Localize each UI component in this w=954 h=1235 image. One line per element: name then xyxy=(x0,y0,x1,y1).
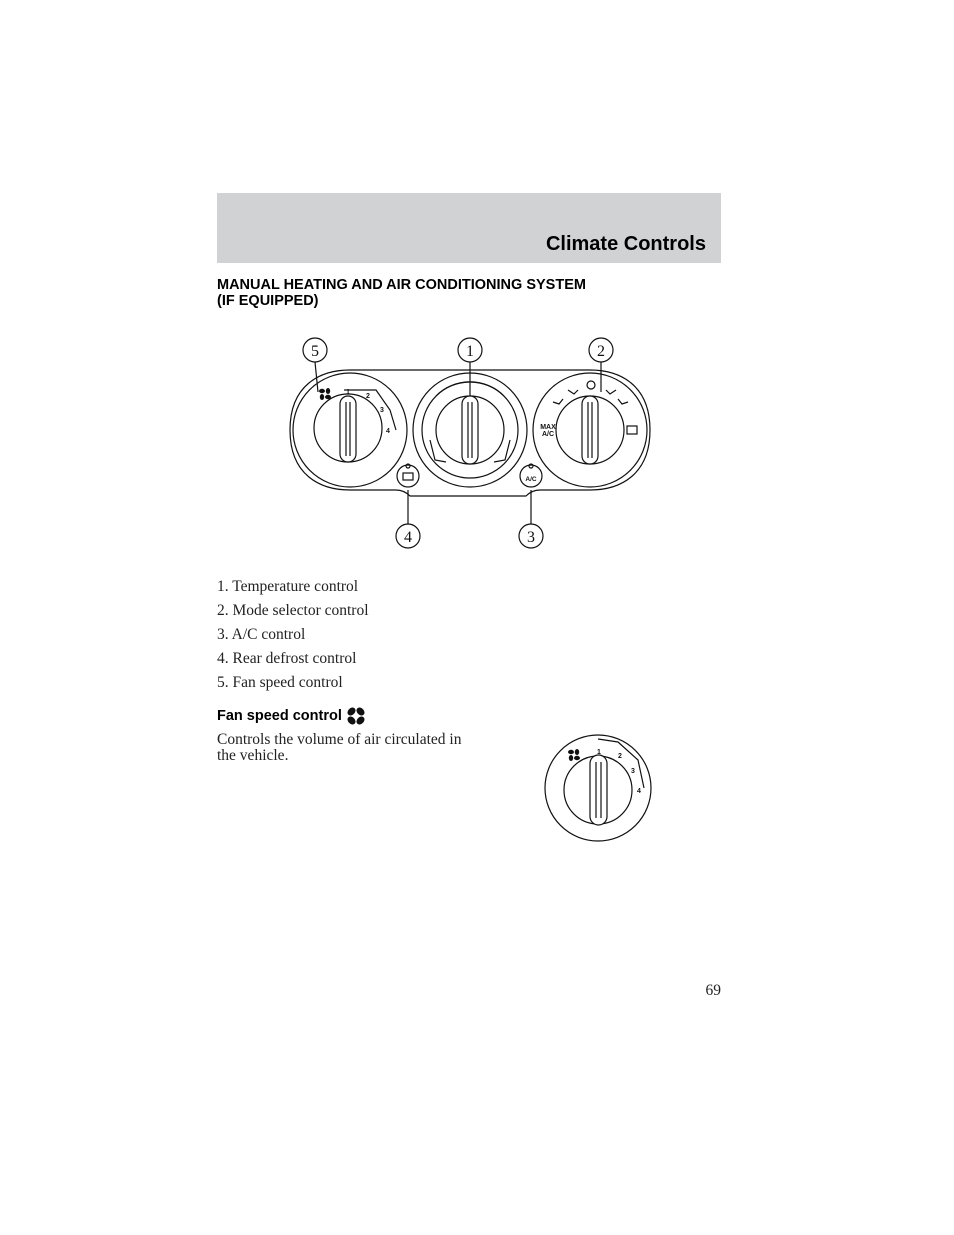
fan-speed-dial-diagram xyxy=(540,730,660,850)
legend-item: 3. A/C control xyxy=(217,626,306,643)
fan-speed-heading-text: Fan speed control xyxy=(217,708,342,724)
section-heading-line2: (IF EQUIPPED) xyxy=(217,293,319,309)
callout-2-label: 2 xyxy=(597,343,605,360)
fan-scale-4: 4 xyxy=(386,428,390,435)
fan-icon xyxy=(346,706,366,726)
fan-icon xyxy=(319,388,331,400)
max-ac-label-line2: A/C xyxy=(541,431,555,438)
fan-scale-2: 2 xyxy=(366,393,370,400)
page-number: 69 xyxy=(705,982,721,999)
callout-5-label: 5 xyxy=(311,343,319,360)
fan-speed-description: Controls the volume of air circulated in the vehicle. xyxy=(217,731,462,764)
legend-item: 1. Temperature control xyxy=(217,578,359,595)
callout-4-label: 4 xyxy=(404,529,412,546)
fan-scale-4: 4 xyxy=(637,788,641,795)
section-heading xyxy=(217,277,657,309)
fan-scale-1: 1 xyxy=(346,389,350,396)
chapter-header xyxy=(217,193,721,263)
fan-scale-2: 2 xyxy=(618,753,622,760)
fan-scale-1: 1 xyxy=(597,749,601,756)
max-ac-label-line1: MAX xyxy=(540,424,556,431)
legend-item: 4. Rear defrost control xyxy=(217,650,357,667)
fan-scale-3: 3 xyxy=(380,407,384,414)
callout-3-label: 3 xyxy=(527,529,535,546)
climate-control-panel-diagram xyxy=(270,330,670,555)
fan-scale-3: 3 xyxy=(631,768,635,775)
ac-button-label: A/C xyxy=(525,476,537,483)
fan-speed-heading xyxy=(217,706,366,726)
legend-item: 5. Fan speed control xyxy=(217,674,343,691)
callout-1-label: 1 xyxy=(466,343,474,360)
chapter-title: Climate Controls xyxy=(545,233,706,255)
section-heading-line1: MANUAL HEATING AND AIR CONDITIONING SYSTEM xyxy=(217,277,586,293)
legend-item: 2. Mode selector control xyxy=(217,602,369,619)
component-legend xyxy=(217,577,369,697)
fan-icon xyxy=(568,749,580,761)
